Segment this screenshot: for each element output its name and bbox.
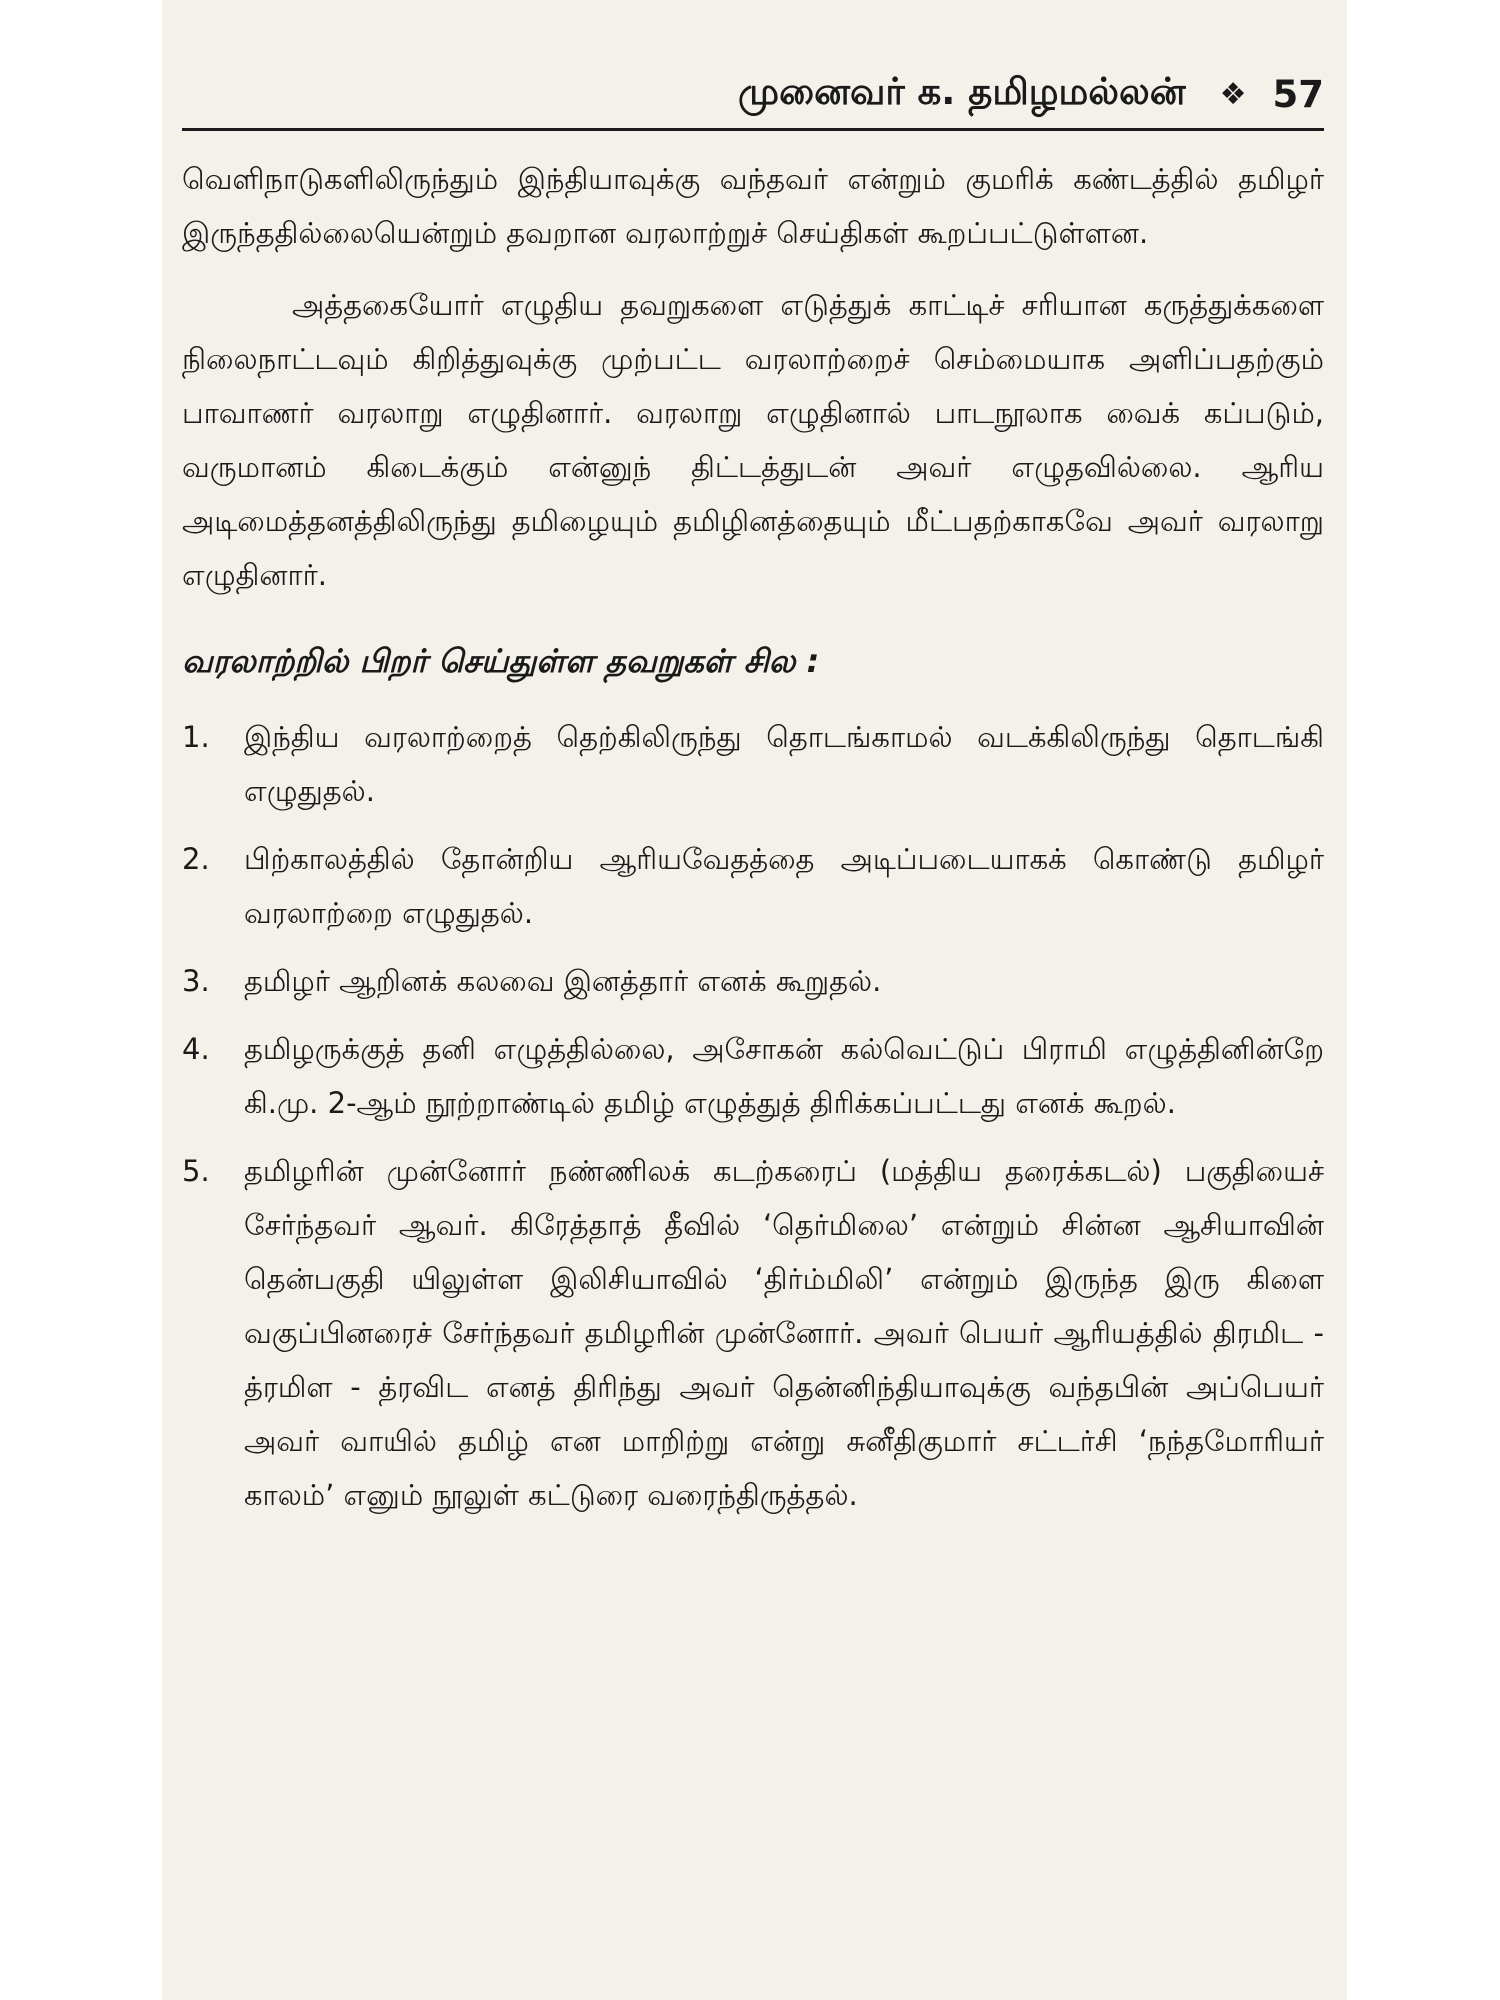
running-header — [182, 64, 1324, 124]
list-item — [182, 1144, 1324, 1522]
list-item-text: இந்திய வரலாற்றைத் தெற்கிலிருந்து தொடங்காமல் வடக்கிலிருந்து தொடங்கி எழுதுதல். — [244, 720, 1324, 808]
list-item-number: 4. — [182, 1032, 210, 1066]
list-item — [182, 710, 1324, 818]
header-rule — [182, 128, 1324, 131]
paragraph-2: அத்தகையோர் எழுதிய தவறுகளை எடுத்துக் காட்டிச் சரியான கருத்துக்களை நிலைநாட்டவும் கிறித்துவுக்கு முற்பட்ட வரலாற்றைச் செம்மையாக அளிப்பதற்கும் பாவாணர் வரலாறு எழுதினார். வரலாறு எழுதினால் பாடநூலாக வைக் கப்படும், வருமானம் கிடைக்கும் என்னுந் திட்டத்துடன் அவர் எழுதவில்லை. ஆரிய அடிமைத்தனத்திலிருந்து தமிழையும் தமிழினத்தையும் மீட்பதற்காகவே அவர் வரலாறு எழுதினார். — [182, 288, 1324, 592]
errors-list — [182, 710, 1324, 1522]
separator-ornament-icon: ❖ — [1219, 76, 1247, 112]
list-item — [182, 1022, 1324, 1130]
list-item-text: பிற்காலத்தில் தோன்றிய ஆரியவேதத்தை அடிப்படையாகக் கொண்டு தமிழர் வரலாற்றை எழுதுதல். — [244, 842, 1324, 930]
list-item — [182, 954, 1324, 1008]
list-item-text: தமிழருக்குத் தனி எழுத்தில்லை, அசோகன் கல்வெட்டுப் பிராமி எழுத்தினின்றே கி.மு. 2-ஆம் நூற்றாண்டில் தமிழ் எழுத்துத் திரிக்கப்பட்டது எனக் கூறல். — [244, 1032, 1324, 1120]
list-item-text: தமிழரின் முன்னோர் நண்ணிலக் கடற்கரைப் (மத்திய தரைக்கடல்) பகுதியைச் சேர்ந்தவர் ஆவர். கிரேத்தாத் தீவில் ‘தெர்மிலை’ என்றும் சின்ன ஆசியாவின் தென்பகுதி யிலுள்ள இலிசியாவில் ‘திர்ம்மிலி’ என்றும் இருந்த இரு கிளை வகுப்பினரைச் சேர்ந்தவர் தமிழரின் முன்னோர். அவர் பெயர் ஆரியத்தில் திரமிட - த்ரமிள - த்ரவிட எனத் திரிந்து அவர் தென்னிந்தியாவுக்கு வந்தபின் அப்பெயர் அவர் வாயில் தமிழ் என மாறிற்று என்று சுனீதிகுமார் சட்டர்சி ‘நந்தமோரியர் காலம்’ எனும் நூலுள் கட்டுரை வரைந்திருத்தல். — [244, 1154, 1324, 1512]
header-title: முனைவர் க. தமிழமல்லன் — [738, 70, 1186, 113]
list-item-number: 1. — [182, 720, 210, 754]
page-body — [182, 152, 1324, 1536]
list-item-number: 2. — [182, 842, 210, 876]
page-number: 57 — [1272, 72, 1324, 116]
list-item — [182, 832, 1324, 940]
paragraph-1: வெளிநாடுகளிலிருந்தும் இந்தியாவுக்கு வந்தவர் என்றும் குமரிக் கண்டத்தில் தமிழர் இருந்ததில்லையென்றும் தவறான வரலாற்றுச் செய்திகள் கூறப்பட்டுள்ளன. — [182, 162, 1324, 250]
list-item-number: 3. — [182, 964, 210, 998]
list-item-number: 5. — [182, 1154, 210, 1188]
section-heading: வரலாற்றில் பிறர் செய்துள்ள தவறுகள் சில : — [182, 642, 820, 680]
list-item-text: தமிழர் ஆறினக் கலவை இனத்தார் எனக் கூறுதல். — [244, 964, 882, 998]
